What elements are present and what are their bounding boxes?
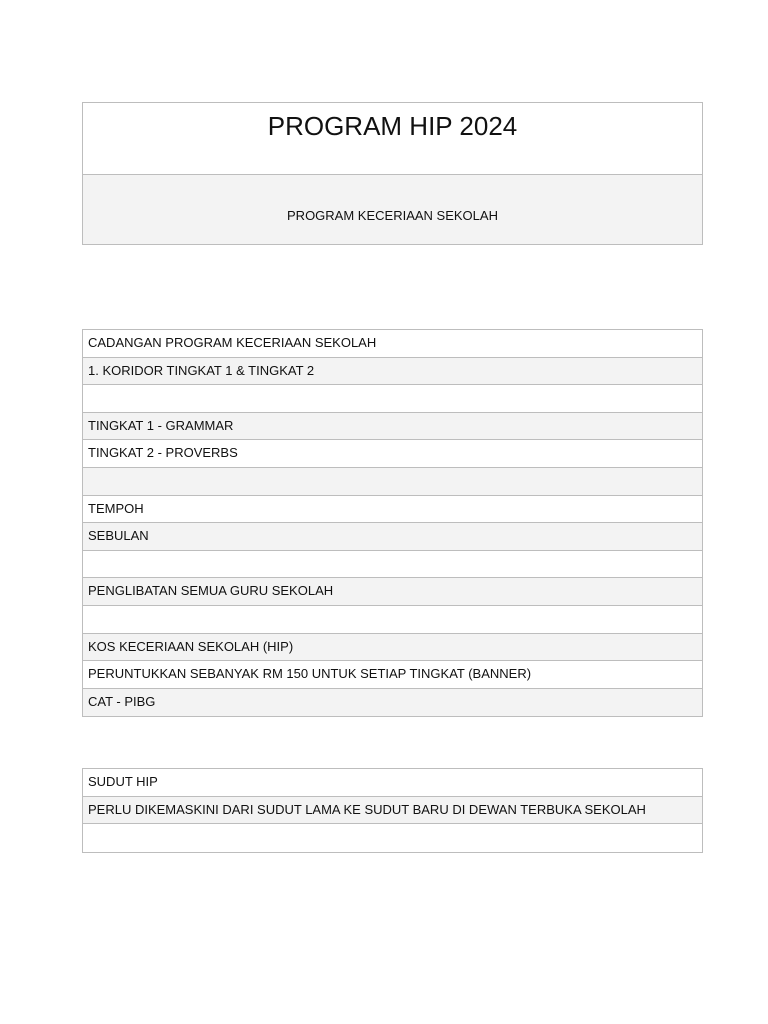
table-row: TEMPOH (83, 496, 702, 524)
table-row: TINGKAT 1 - GRAMMAR (83, 413, 702, 441)
sudut-hip-table (82, 768, 703, 853)
table-row: PERLU DIKEMASKINI DARI SUDUT LAMA KE SUDUT BARU DI DEWAN TERBUKA SEKOLAH (83, 797, 702, 825)
table-row (83, 468, 702, 496)
page-subtitle: PROGRAM KECERIAAN SEKOLAH (83, 175, 702, 244)
table-row: CADANGAN PROGRAM KECERIAAN SEKOLAH (83, 330, 702, 358)
table-row: 1. KORIDOR TINGKAT 1 & TINGKAT 2 (83, 358, 702, 386)
table-row: PENGLIBATAN SEMUA GURU SEKOLAH (83, 578, 702, 606)
table-row: SEBULAN (83, 523, 702, 551)
page-title: PROGRAM HIP 2024 (83, 103, 702, 175)
proposal-table (82, 329, 703, 717)
table-row: KOS KECERIAAN SEKOLAH (HIP) (83, 634, 702, 662)
table-row (83, 824, 702, 852)
table-row: SUDUT HIP (83, 769, 702, 797)
table-row (83, 551, 702, 579)
table-row (83, 385, 702, 413)
table-row: PERUNTUKKAN SEBANYAK RM 150 UNTUK SETIAP TINGKAT (BANNER) (83, 661, 702, 689)
table-row: TINGKAT 2 - PROVERBS (83, 440, 702, 468)
table-row: CAT - PIBG (83, 689, 702, 717)
title-block (82, 102, 703, 245)
table-row (83, 606, 702, 634)
